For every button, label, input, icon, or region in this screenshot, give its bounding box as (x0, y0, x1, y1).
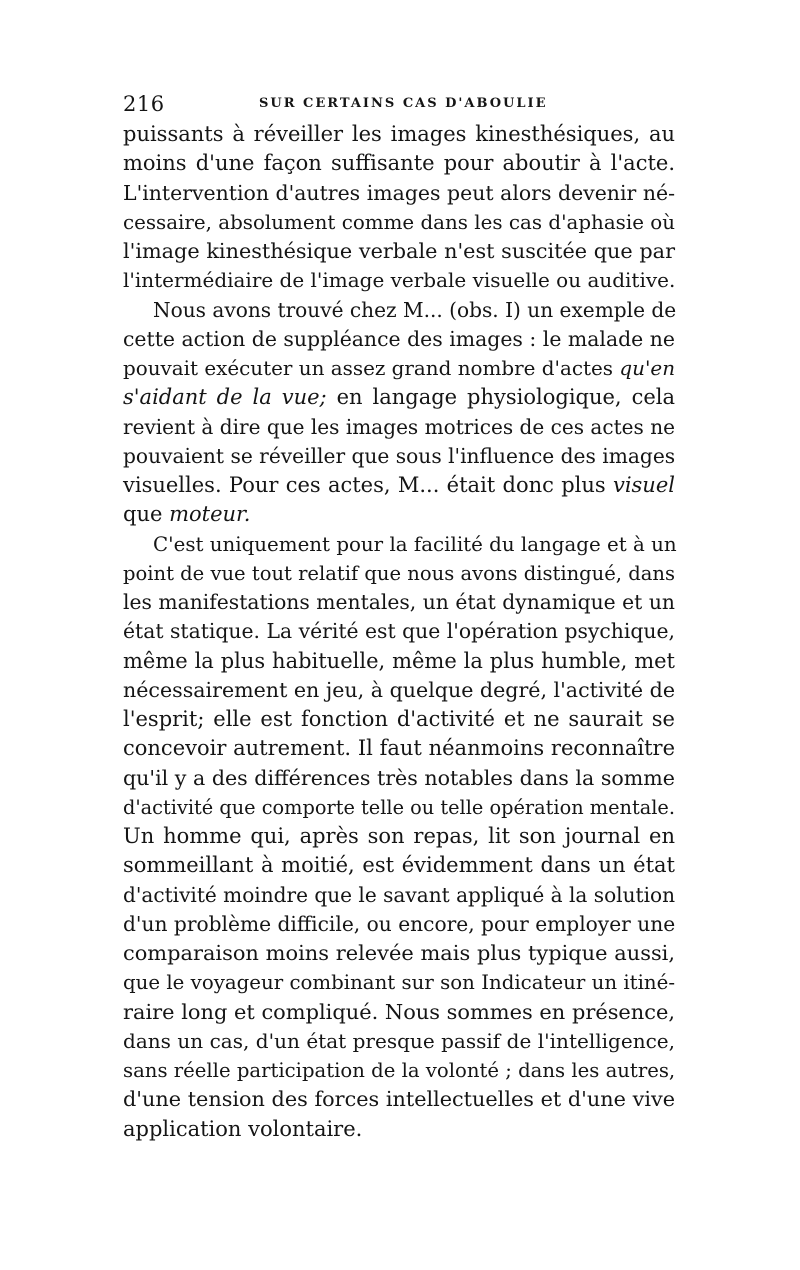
text-line: d'activité que comporte telle ou telle opération mentale. (123, 795, 675, 819)
text-line: l'intermédiaire de l'image verbale visuelle ou auditive. (123, 268, 676, 293)
text-line: L'intervention d'autres images peut alors devenir né- (123, 180, 675, 205)
text-line: C'est uniquement pour la facilité du langage et à un (153, 532, 677, 556)
text-line: visuelles. Pour ces actes, M... était donc plus visuel (123, 473, 675, 497)
text-line: les manifestations mentales, un état dynamique et un (123, 590, 675, 614)
text-line: pouvaient se réveiller que sous l'influence des images (123, 443, 676, 468)
running-title: SUR CERTAINS CAS D'ABOULIE (259, 96, 548, 111)
text-line: application volontaire. (123, 1116, 363, 1141)
text-line: dans un cas, d'un état presque passif de l'intelligence, (123, 1028, 675, 1053)
text-line: d'une tension des forces intellectuelles et d'une vive (123, 1087, 675, 1112)
text-line: raire long et compliqué. Nous sommes en présence, (123, 999, 675, 1024)
text-line: qu'il y a des différences très notables dans la somme (123, 765, 675, 790)
text-line: même la plus habituelle, même la plus humble, met (123, 648, 675, 673)
text-line: l'esprit; elle est fonction d'activité et ne saurait se (123, 707, 675, 731)
text-line: d'activité moindre que le savant appliqué à la solution (123, 882, 676, 907)
text-line: point de vue tout relatif que nous avons distingué, dans (123, 561, 675, 585)
page-number: 216 (123, 92, 165, 116)
text-line: puissants à réveiller les images kinesthésiques, au (123, 122, 675, 146)
text-line: sommeillant à moitié, est évidemment dans un état (123, 853, 675, 878)
text-line: cette action de suppléance des images : le malade ne (123, 326, 675, 351)
text-line: s'aidant de la vue; en langage physiologique, cela (123, 385, 675, 410)
text-line: sans réelle participation de la volonté ; dans les autres, (123, 1059, 676, 1082)
text-line: que moteur. (123, 502, 251, 527)
page-header (123, 92, 673, 118)
body-text (123, 120, 675, 1144)
text-line: état statique. La vérité est que l'opération psychique, (123, 619, 675, 644)
text-line: comparaison moins relevée mais plus typique aussi, (123, 941, 675, 965)
text-line: concevoir autrement. Il faut néanmoins reconnaître (123, 736, 675, 761)
text-line: que le voyageur combinant sur son Indicateur un itiné- (123, 971, 675, 995)
text-line: Nous avons trouvé chez M... (obs. I) un exemple de (153, 297, 677, 322)
text-line: revient à dire que les images motrices de ces actes ne (123, 414, 675, 439)
text-line: Un homme qui, après son repas, lit son journal en (123, 824, 675, 848)
text-line: d'un problème difficile, ou encore, pour employer une (123, 911, 676, 936)
text-line: pouvait exécuter un assez grand nombre d'actes qu'en (123, 357, 676, 380)
text-line: nécessairement en jeu, à quelque degré, l'activité de (123, 677, 675, 702)
text-line: cessaire, absolument comme dans les cas d'aphasie où (123, 210, 675, 234)
text-line: moins d'une façon suffisante pour aboutir à l'acte. (123, 151, 675, 176)
text-line: l'image kinesthésique verbale n'est suscitée que par (123, 239, 675, 263)
